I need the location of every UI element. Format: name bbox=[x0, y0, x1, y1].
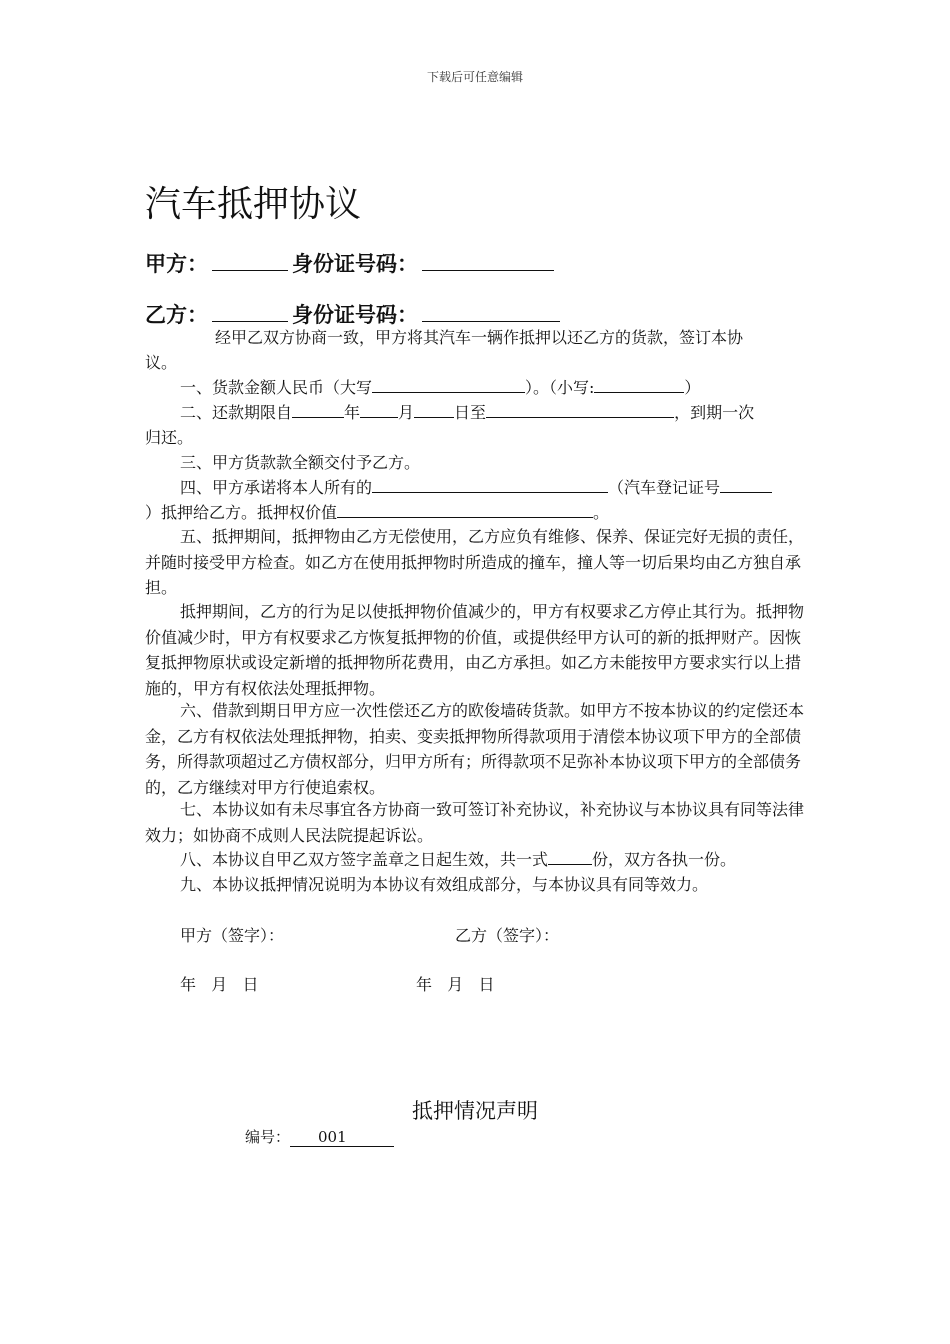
clause-2-month: 月 bbox=[398, 403, 415, 422]
party-b-name-field[interactable] bbox=[212, 300, 288, 322]
clause-5-b: 抵押期间，乙方的行为足以使抵押物价值减少的，甲方有权要求乙方停止其行为。抵押物价值减少时，甲方有权要求乙方恢复抵押物的价值，或提供经甲方认可的新的抵押财产。因恢复抵押物原状或设定新增的抵押物所花费用，由乙方承担。如乙方未能按甲方要求实行以上措施的，甲方有权依法处理抵押物。 bbox=[145, 602, 805, 698]
vehicle-field[interactable] bbox=[372, 476, 608, 493]
clause-1-text-b: ）。（小写: bbox=[525, 378, 595, 397]
amount-words-field[interactable] bbox=[372, 376, 525, 393]
party-a-row bbox=[145, 248, 558, 278]
clause-2 bbox=[180, 400, 754, 423]
clause-3: 三、甲方货款款全额交付予乙方。 bbox=[180, 453, 421, 472]
party-b-id-label: 身份证号码： bbox=[292, 303, 418, 327]
clause-2-text-e: ，到期一次 bbox=[674, 403, 755, 422]
amount-digits-field[interactable] bbox=[594, 376, 684, 393]
start-day-field[interactable] bbox=[414, 401, 454, 418]
clause-2-text-a: 二、还款期限自 bbox=[180, 403, 293, 422]
clause-4-text-c: ）抵押给乙方。抵押权价值 bbox=[145, 503, 338, 522]
date-party-a: 年 月 日 bbox=[180, 975, 259, 994]
header-note: 下载后可任意编辑 bbox=[426, 70, 523, 84]
clause-4-text-d: 。 bbox=[593, 503, 610, 522]
clause-4 bbox=[180, 475, 772, 498]
party-a-label: 甲方： bbox=[145, 252, 208, 276]
end-date-field[interactable] bbox=[486, 401, 674, 418]
intro-line-2: 议。 bbox=[145, 353, 178, 372]
clause-2-text-d: 日至 bbox=[454, 403, 487, 422]
clause-9: 九、本协议抵押情况说明为本协议有效组成部分，与本协议具有同等效力。 bbox=[180, 875, 709, 894]
clause-2-cont: 归还。 bbox=[145, 428, 194, 447]
clause-4-cont bbox=[145, 500, 609, 523]
registration-number-field[interactable] bbox=[720, 476, 772, 493]
party-a-id-label: 身份证号码： bbox=[292, 252, 418, 276]
number-label: 编号： bbox=[245, 1128, 291, 1146]
party-a-name-field[interactable] bbox=[212, 249, 288, 271]
clause-4-text-b: （汽车登记证号 bbox=[608, 478, 721, 497]
intro-line-1: 经甲乙双方协商一致，甲方将其汽车一辆作抵押以还乙方的货款，签订本协 bbox=[215, 328, 744, 347]
clause-8-text-a: 八、本协议自甲乙双方签字盖章之日起生效，共一式 bbox=[180, 850, 549, 869]
statement-title: 抵押情况声明 bbox=[412, 1099, 538, 1123]
clause-5: 五、抵押期间，抵押物由乙方无偿使用，乙方应负有维修、保养、保证完好无损的责任，并随时接受甲方检查。如乙方在使用抵押物时所造成的撞车，撞人等一切后果均由乙方独自承担。 bbox=[145, 527, 805, 597]
party-a-id-field[interactable] bbox=[422, 249, 554, 271]
start-month-field[interactable] bbox=[360, 401, 398, 418]
page-title: 汽车抵押协议 bbox=[145, 184, 362, 225]
party-b-label: 乙方： bbox=[145, 303, 208, 327]
clause-8-text-b: 份，双方各执一份。 bbox=[592, 850, 737, 869]
clause-1 bbox=[180, 375, 700, 398]
signature-party-a: 甲方（签字）： bbox=[180, 926, 285, 945]
signature-party-b: 乙方（签字）： bbox=[455, 926, 560, 945]
copies-field[interactable] bbox=[548, 848, 592, 865]
clause-6: 六、借款到期日甲方应一次性偿还乙方的欧俊墙砖货款。如甲方不按本协议的约定偿还本金，乙方有权依法处理抵押物，拍卖、变卖抵押物所得款项用于清偿本协议项下甲方的全部债务，所得款项超过乙方债权部分，归甲方所有；所得款项不足弥补本协议项下甲方的全部债务的，乙方继续对甲方行使追索权。 bbox=[145, 701, 805, 797]
start-year-field[interactable] bbox=[292, 401, 344, 418]
clause-1-text-c: ） bbox=[684, 378, 701, 397]
party-b-id-field[interactable] bbox=[422, 300, 560, 322]
number-row bbox=[245, 1126, 394, 1147]
clause-2-year: 年 bbox=[344, 403, 361, 422]
clause-8 bbox=[180, 847, 736, 870]
date-party-b: 年 月 日 bbox=[416, 975, 495, 994]
mortgage-value-field[interactable] bbox=[337, 501, 593, 518]
clause-4-text-a: 四、甲方承诺将本人所有的 bbox=[180, 478, 373, 497]
clause-1-text-a: 一、货款金额人民币（大写 bbox=[180, 378, 373, 397]
clause-7: 七、本协议如有未尽事宜各方协商一致可签订补充协议，补充协议与本协议具有同等法律效力；如协商不成则人民法院提起诉讼。 bbox=[145, 800, 805, 845]
number-value: 001 bbox=[290, 1128, 394, 1147]
